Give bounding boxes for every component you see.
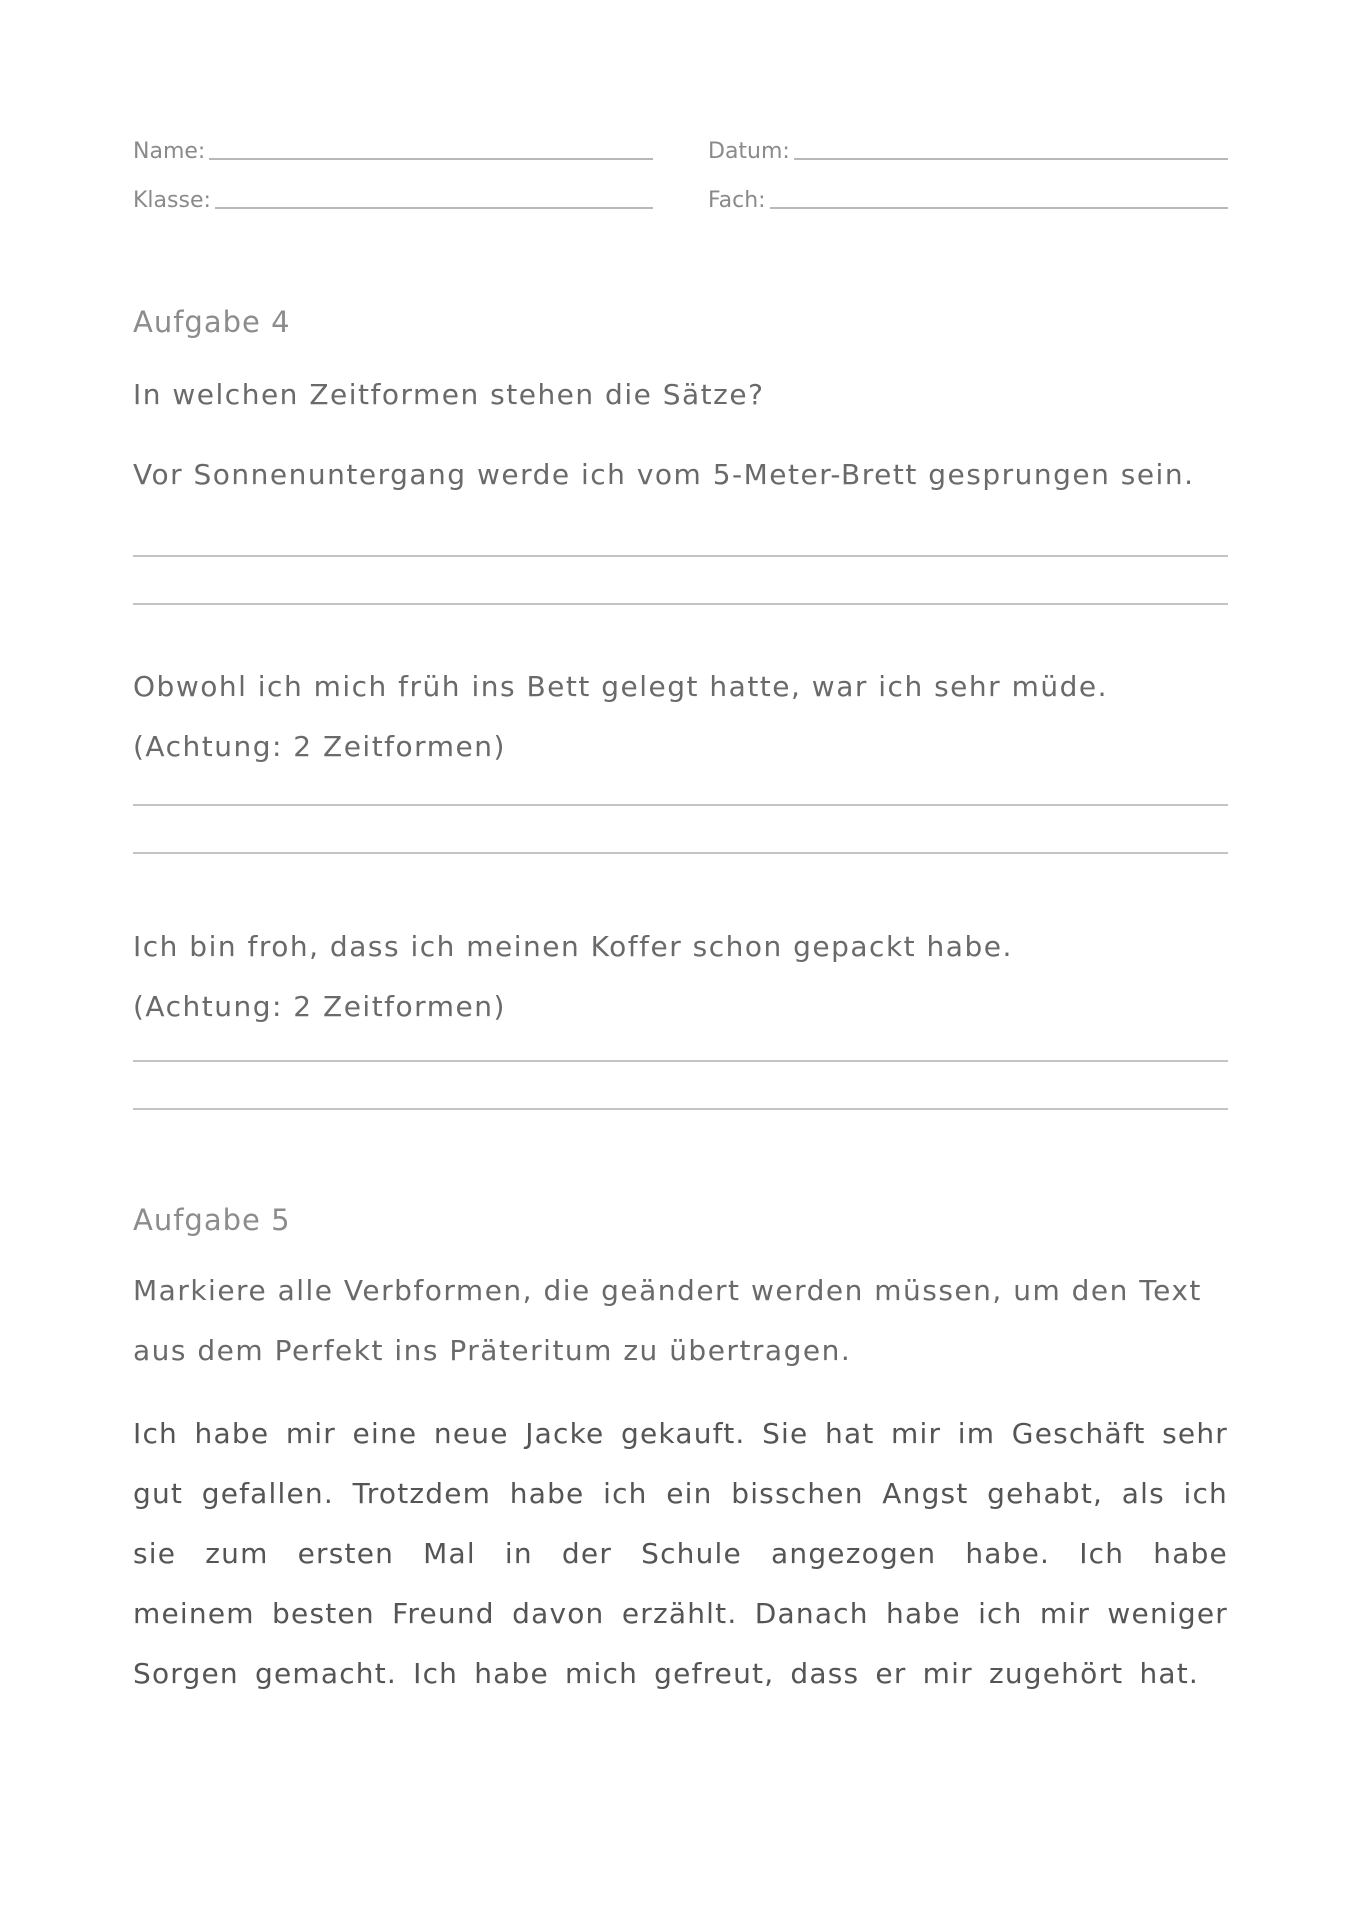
fach-field [708,183,1228,213]
name-underline [209,158,653,160]
task4-sentence-3-note: (Achtung: 2 Zeitformen) [133,990,506,1023]
klasse-label: Klasse: [133,188,211,213]
datum-underline [794,158,1228,160]
task4-sentence-2: Obwohl ich mich früh ins Bett gelegt hatte, war ich sehr müde. [133,670,1108,703]
task4-sentence-1: Vor Sonnenuntergang werde ich vom 5-Meter-Brett gesprungen sein. [133,458,1195,491]
task4-question: In welchen Zeitformen stehen die Sätze? [133,378,765,411]
answer-line [133,555,1228,557]
task5-text-paragraph: Ich habe mir eine neue Jacke gekauft. Sie hat mir im Geschäft sehr gut gefallen. Trotzdem habe ich ein bisschen Angst gehabt, als ich sie zum ersten Mal in der Schule angezogen habe. Ich habe meinem besten Freund davon erzählt. Danach habe ich mir weniger Sorgen gemacht. Ich habe mich gefreut, dass er mir zugehört hat. [133,1417,1228,1690]
answer-line [133,852,1228,854]
task4-sentence-3: Ich bin froh, dass ich meinen Koffer schon gepackt habe. [133,930,1013,963]
task5-heading: Aufgabe 5 [133,1203,291,1237]
datum-label: Datum: [708,139,790,164]
answer-line [133,603,1228,605]
task5-instruction-line-1: Markiere alle Verbformen, die geändert werden müssen, um den Text [133,1274,1202,1307]
fach-label: Fach: [708,188,766,213]
task4-heading: Aufgabe 4 [133,305,291,339]
fach-underline [770,207,1228,209]
answer-line [133,1108,1228,1110]
name-label: Name: [133,139,206,164]
task4-sentence-2-note: (Achtung: 2 Zeitformen) [133,730,506,763]
klasse-underline [215,207,653,209]
name-field [133,134,653,164]
answer-line [133,804,1228,806]
klasse-field [133,183,653,213]
datum-field [708,134,1228,164]
answer-line [133,1060,1228,1062]
task5-instruction-line-2: aus dem Perfekt ins Präteritum zu übertragen. [133,1334,852,1367]
